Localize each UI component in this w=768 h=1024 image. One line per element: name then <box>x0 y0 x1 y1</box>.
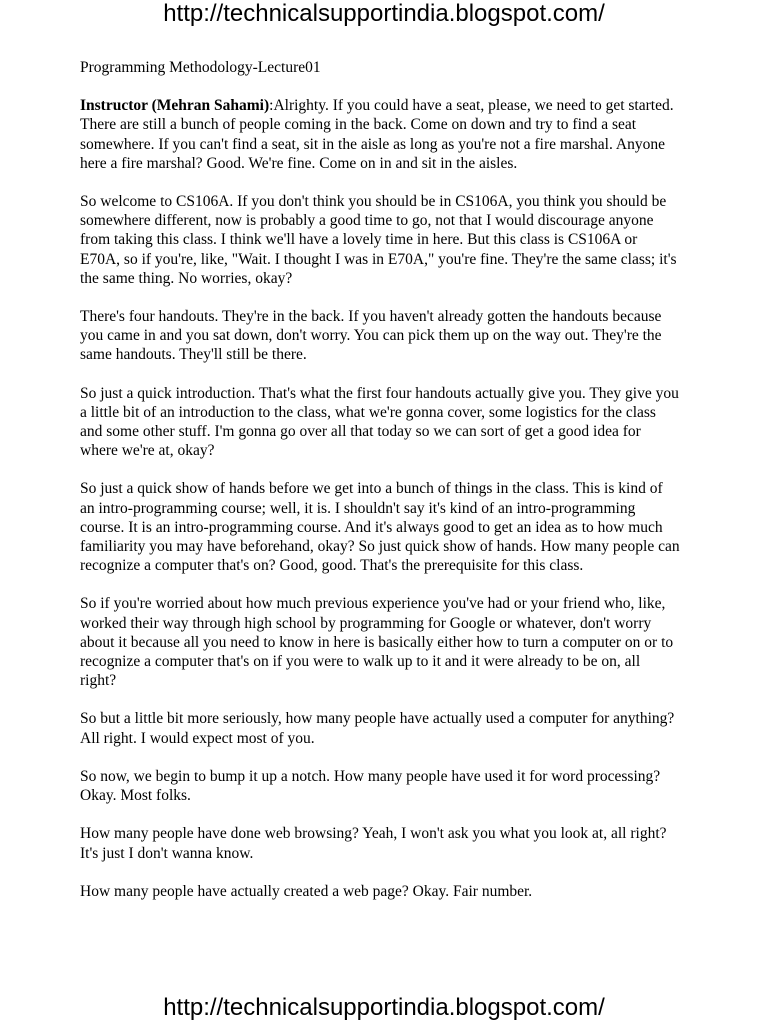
document-title: Programming Methodology-Lecture01 <box>80 59 321 76</box>
paragraph: So welcome to CS106A. If you don't think you should be in CS106A, you think you should be somewhere different, now is probably a good time to go, not that I would discourage anyone from taking this class. I think we'll have a lovely time in here. But this class is CS106A or E70A, so if you're, like, "Wait. I thought I was in E70A," you're fine. They're the same class; it's the same thing. No worries, okay? <box>80 193 677 287</box>
document-body <box>80 58 680 920</box>
paragraph: So but a little bit more seriously, how many people have actually used a computer for anything? All right. I would expect most of you. <box>80 710 675 747</box>
paragraph: So if you're worried about how much previous experience you've had or your friend who, like, worked their way through high school by programming for Google or whatever, don't worry about it because all you need to know in here is basically either how to turn a computer on or to recognize a computer that's on if you were to walk up to it and it were already to be on, all right? <box>80 595 674 690</box>
paragraph: So just a quick introduction. That's what the first four handouts actually give you. They give you a little bit of an introduction to the class, what we're gonna cover, some logistics for the class and some other stuff. I'm gonna go over all that today so we can sort of get a good idea for where we're at, okay? <box>80 384 679 460</box>
speaker-name: Instructor (Mehran Sahami) <box>80 97 270 115</box>
paragraph: So now, we begin to bump it up a notch. How many people have used it for word processing? Okay. Most folks. <box>80 767 661 805</box>
paragraph: There's four handouts. They're in the back. If you haven't already gotten the handouts because you came in and you sat down, don't worry. You can pick them up on the way out. They're the same handouts. They'll still be there. <box>80 308 662 364</box>
header-url: http://technicalsupportindia.blogspot.com/ <box>163 0 605 27</box>
footer-url: http://technicalsupportindia.blogspot.com/ <box>163 994 605 1021</box>
paragraph <box>80 96 680 173</box>
paragraph: How many people have actually created a web page? Okay. Fair number. <box>80 882 533 900</box>
paragraph-text: :Alrighty. If you could have a seat, please, we need to get started. There are still a bunch of people coming in the back. Come on down and try to find a seat somewhere. If you can't find a seat, sit in the aisle as long as you're not a fire marshal. Anyone here a fire marshal? Good. We're fine. Come on in and sit in the aisles. <box>80 97 674 172</box>
paragraph: How many people have done web browsing? Yeah, I won't ask you what you look at, all right? It's just I don't wanna know. <box>80 825 667 862</box>
paragraph: So just a quick show of hands before we get into a bunch of things in the class. This is kind of an intro-programming course; well, it is. I shouldn't say it's kind of an intro-programming course. It is an intro-programming course. And it's always good to get an idea as to how much familiarity you may have beforehand, okay? So just quick show of hands. How many people can recognize a computer that's on? Good, good. That's the prerequisite for this class. <box>80 480 680 575</box>
